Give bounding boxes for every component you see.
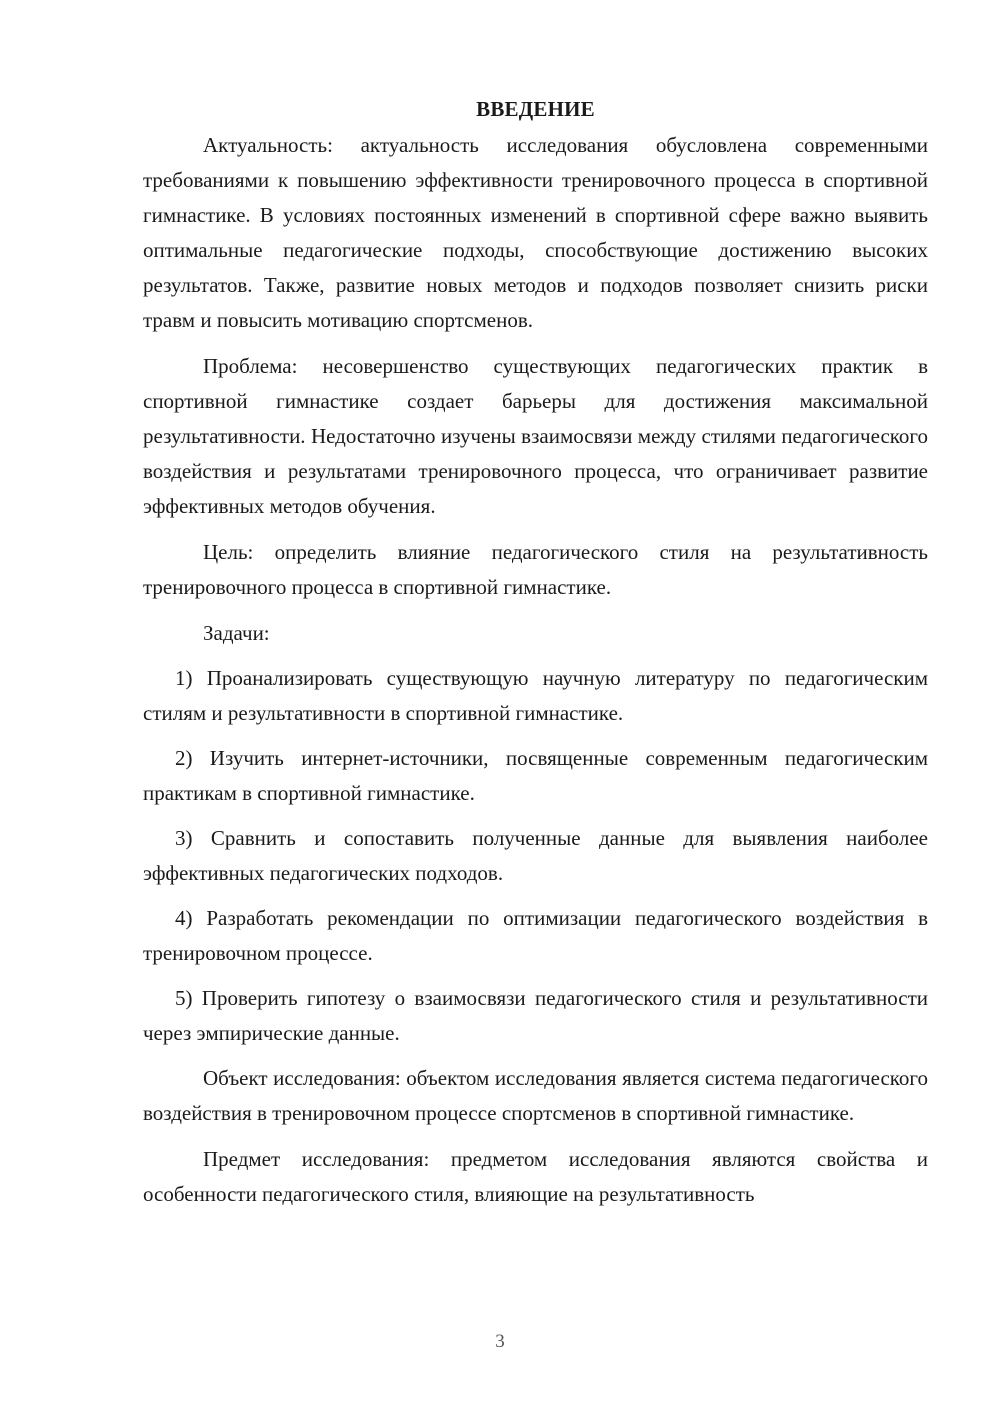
problem-paragraph: Проблема: несовершенство существующих педагогических практик в спортивной гимнастике создает барьеры для достижения максимальной результативности. Недостаточно изучены взаимосвязи между стилями педагогического воздействия и результатами тренировочного процесса, что ограничивает развитие эффективных методов обучения. xyxy=(143,354,928,518)
task-item: 1) Проанализировать существующую научную литературу по педагогическим стилям и результативности в спортивной гимнастике. xyxy=(143,666,928,725)
object-paragraph: Объект исследования: объектом исследования является система педагогического воздействия в тренировочном процессе спортсменов в спортивной гимнастике. xyxy=(143,1066,928,1125)
subject-paragraph: Предмет исследования: предметом исследования являются свойства и особенности педагогического стиля, влияющие на результативность xyxy=(143,1147,928,1206)
task-item: 3) Сравнить и сопоставить полученные данные для выявления наиболее эффективных педагогических подходов. xyxy=(143,826,928,885)
task-item: 4) Разработать рекомендации по оптимизации педагогического воздействия в тренировочном процессе. xyxy=(143,906,928,965)
tasks-label: Задачи: xyxy=(203,621,270,645)
page-number: 3 xyxy=(495,1331,505,1352)
task-item: 5) Проверить гипотезу о взаимосвязи педагогического стиля и результативности через эмпирические данные. xyxy=(143,986,928,1045)
document-page xyxy=(143,92,928,1223)
goal-paragraph: Цель: определить влияние педагогического стиля на результативность тренировочного процесса в спортивной гимнастике. xyxy=(143,540,928,599)
task-item: 2) Изучить интернет-источники, посвященные современным педагогическим практикам в спортивной гимнастике. xyxy=(143,746,928,805)
relevance-paragraph: Актуальность: актуальность исследования обусловлена современными требованиями к повышению эффективности тренировочного процесса в спортивной гимнастике. В условиях постоянных изменений в спортивной сфере важно выявить оптимальные педагогические подходы, способствующие достижению высоких результатов. Также, развитие новых методов и подходов позволяет снизить риски травм и повысить мотивацию спортсменов. xyxy=(143,133,928,332)
section-heading: ВВЕДЕНИЕ xyxy=(476,97,595,121)
